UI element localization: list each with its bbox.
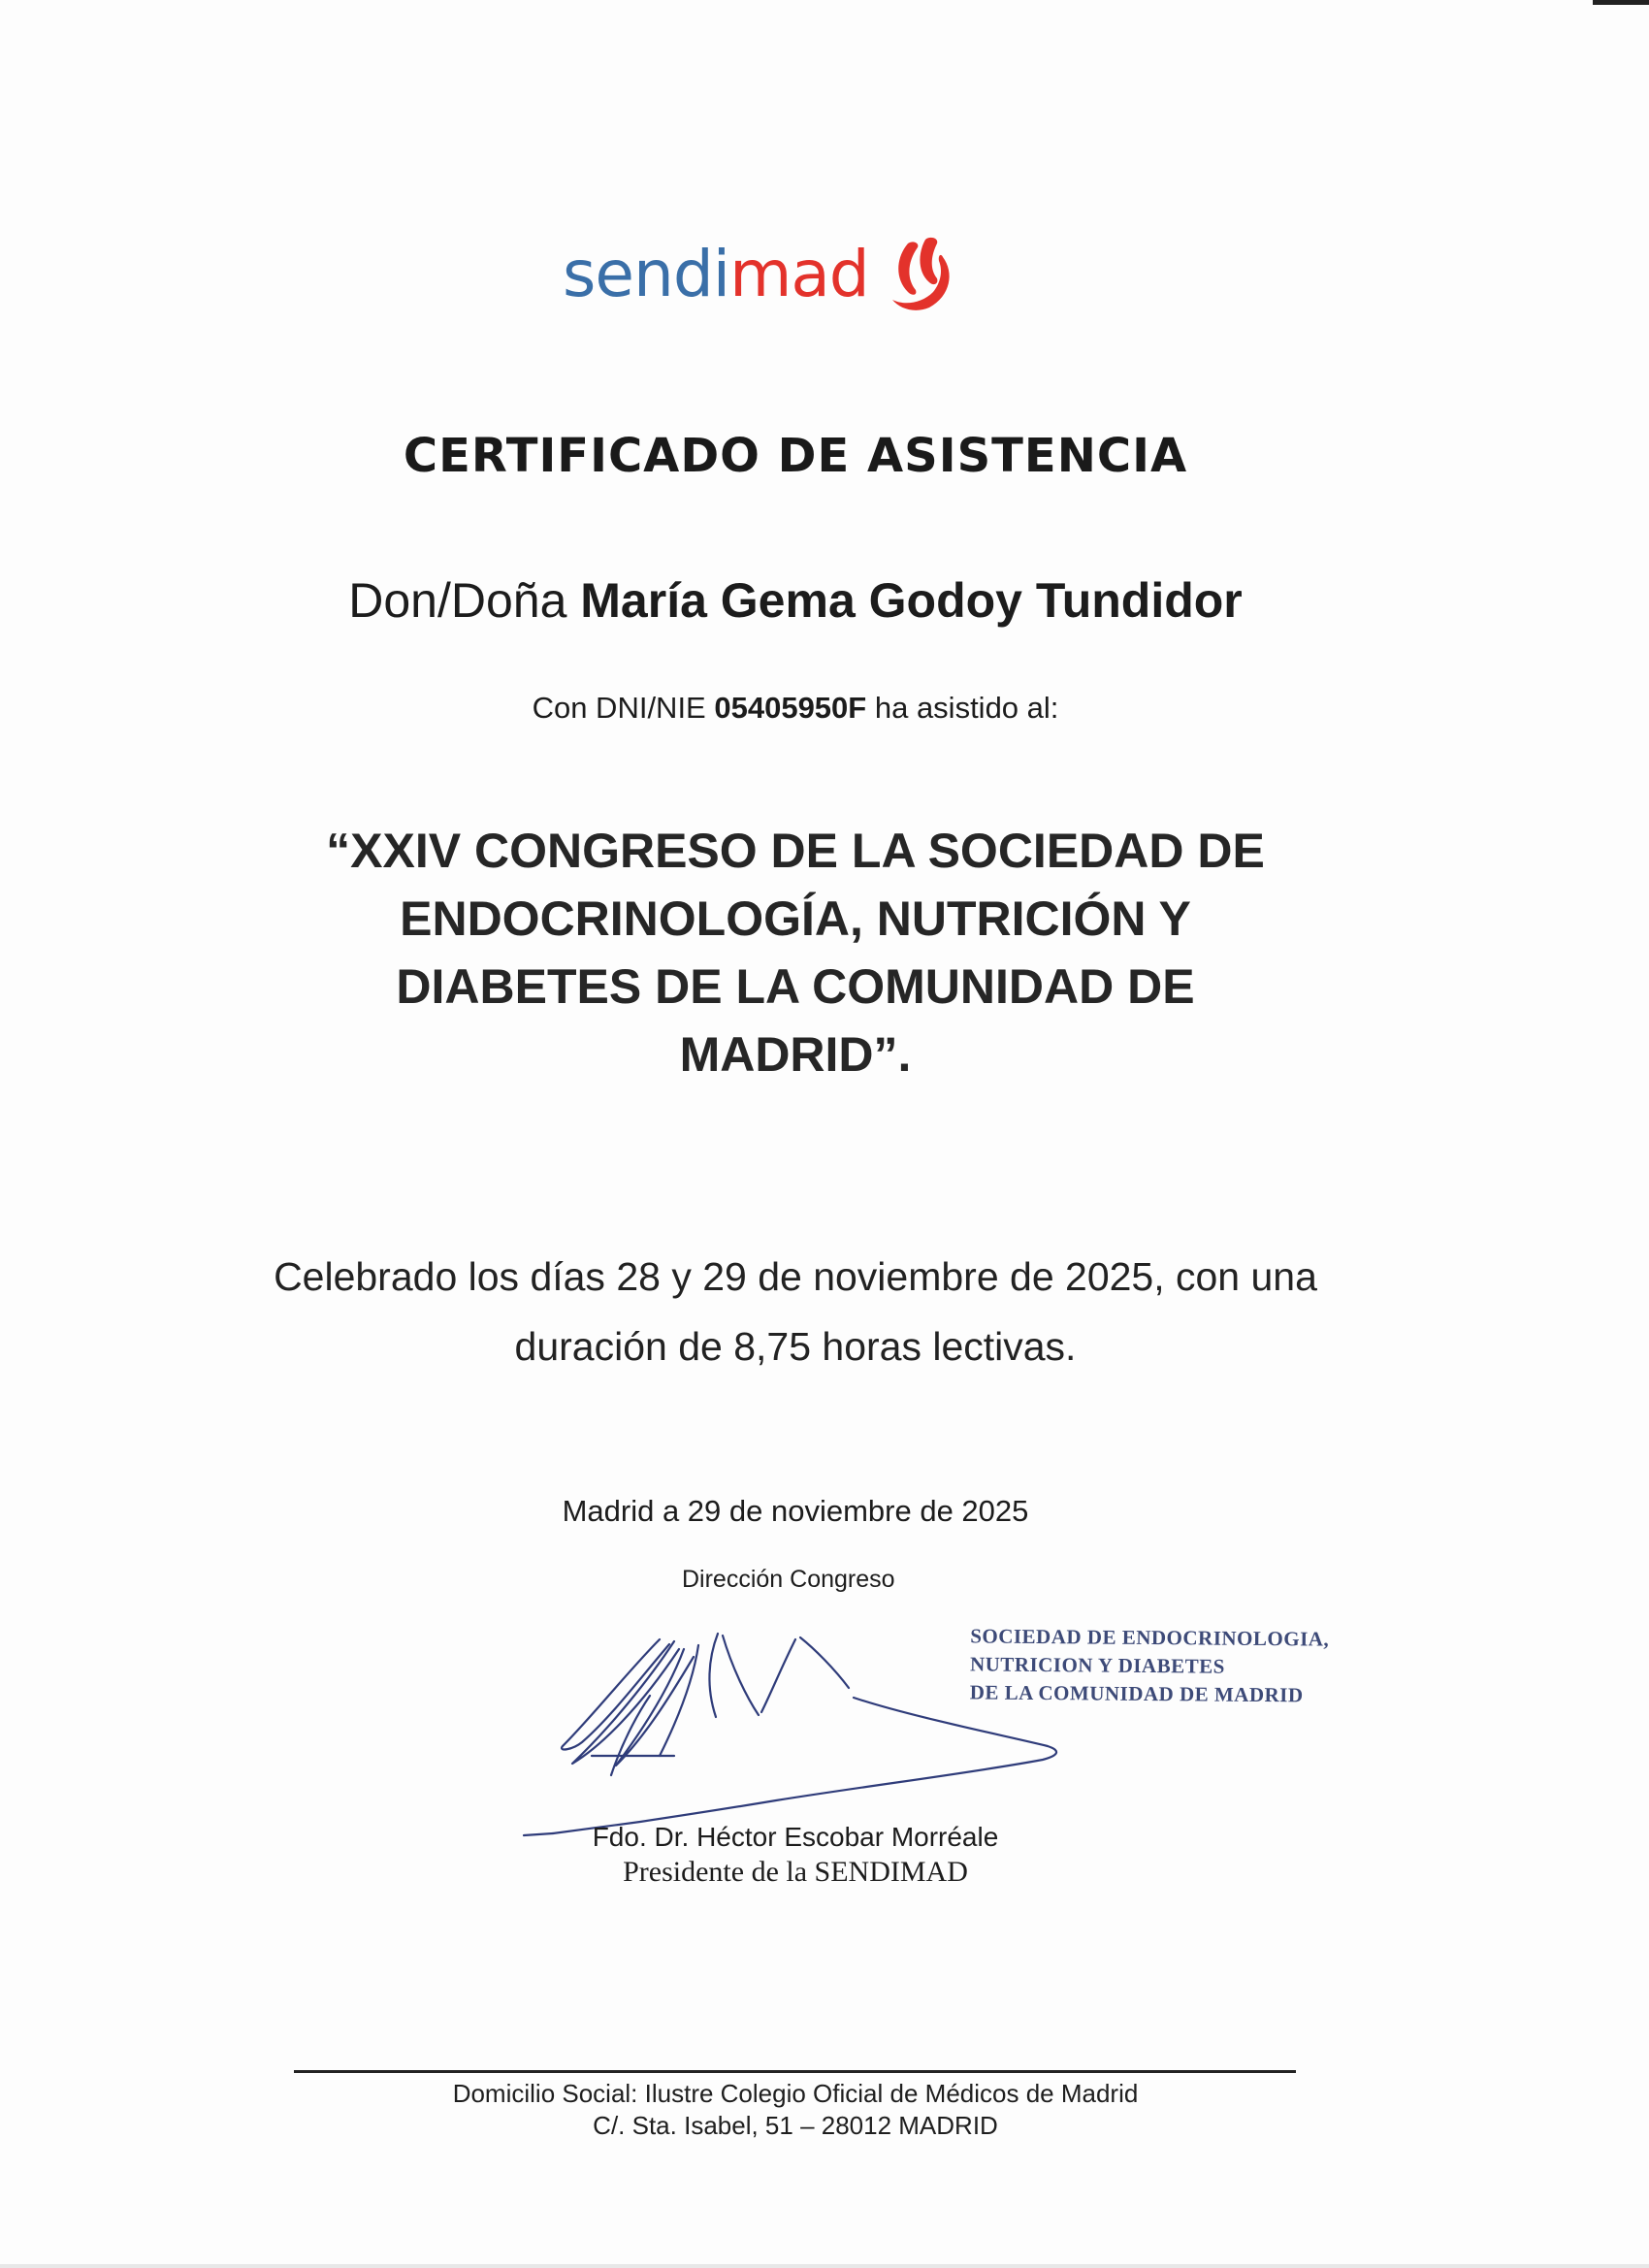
attendee-line	[0, 572, 1591, 629]
congress-line: DIABETES DE LA COMUNIDAD DE	[396, 959, 1195, 1014]
congress-line: MADRID”.	[679, 1027, 912, 1082]
stamp-line-2: NUTRICION Y DIABETES	[969, 1652, 1225, 1678]
celebration-text	[194, 1242, 1397, 1381]
congress-name	[252, 817, 1339, 1088]
dni-prefix: Con DNI/NIE	[532, 691, 715, 725]
logo-text-send: send	[563, 237, 713, 311]
scan-bottom-edge	[0, 2264, 1649, 2268]
dni-suffix: ha asistido al:	[866, 691, 1059, 725]
attendee-prefix: Don/Doña	[348, 573, 581, 628]
logo-text-mad: mad	[729, 237, 869, 311]
place-date: Madrid a 29 de noviembre de 2025	[562, 1494, 1029, 1528]
attendee-name: María Gema Godoy Tundidor	[580, 573, 1243, 628]
dni-number: 05405950F	[714, 691, 867, 725]
footer-line-2: C/. Sta. Isabel, 51 – 28012 MADRID	[593, 2111, 998, 2140]
signer-name: Fdo. Dr. Héctor Escobar Morréale	[592, 1822, 999, 1852]
footer-address	[0, 2078, 1591, 2142]
certificate-title: CERTIFICADO DE ASISTENCIA	[403, 429, 1188, 483]
sendimad-swirl-icon	[879, 236, 964, 313]
footer-line-1: Domicilio Social: Ilustre Colegio Oficial de Médicos de Madrid	[452, 2079, 1139, 2108]
congress-line: ENDOCRINOLOGÍA, NUTRICIÓN Y	[400, 891, 1191, 946]
sendimad-logo	[563, 231, 964, 318]
celebration-line-1: Celebrado los días 28 y 29 de noviembre de 2025, con una	[274, 1254, 1317, 1299]
dni-line	[0, 691, 1591, 726]
celebration-line-2: duración de 8,75 horas lectivas.	[514, 1324, 1077, 1369]
stamp-line-1: SOCIEDAD DE ENDOCRINOLOGIA,	[970, 1624, 1330, 1651]
footer-divider	[294, 2070, 1296, 2073]
congress-line: “XXIV CONGRESO DE LA SOCIEDAD DE	[326, 824, 1265, 878]
logo-wordmark	[563, 237, 869, 311]
scan-corner-mark	[1593, 0, 1649, 5]
signer-role: Presidente de la SENDIMAD	[623, 1856, 968, 1888]
logo-text-i: i	[712, 237, 730, 311]
stamp-line-3: DE LA COMUNIDAD DE MADRID	[969, 1680, 1304, 1707]
direction-label: Dirección Congreso	[682, 1566, 895, 1593]
